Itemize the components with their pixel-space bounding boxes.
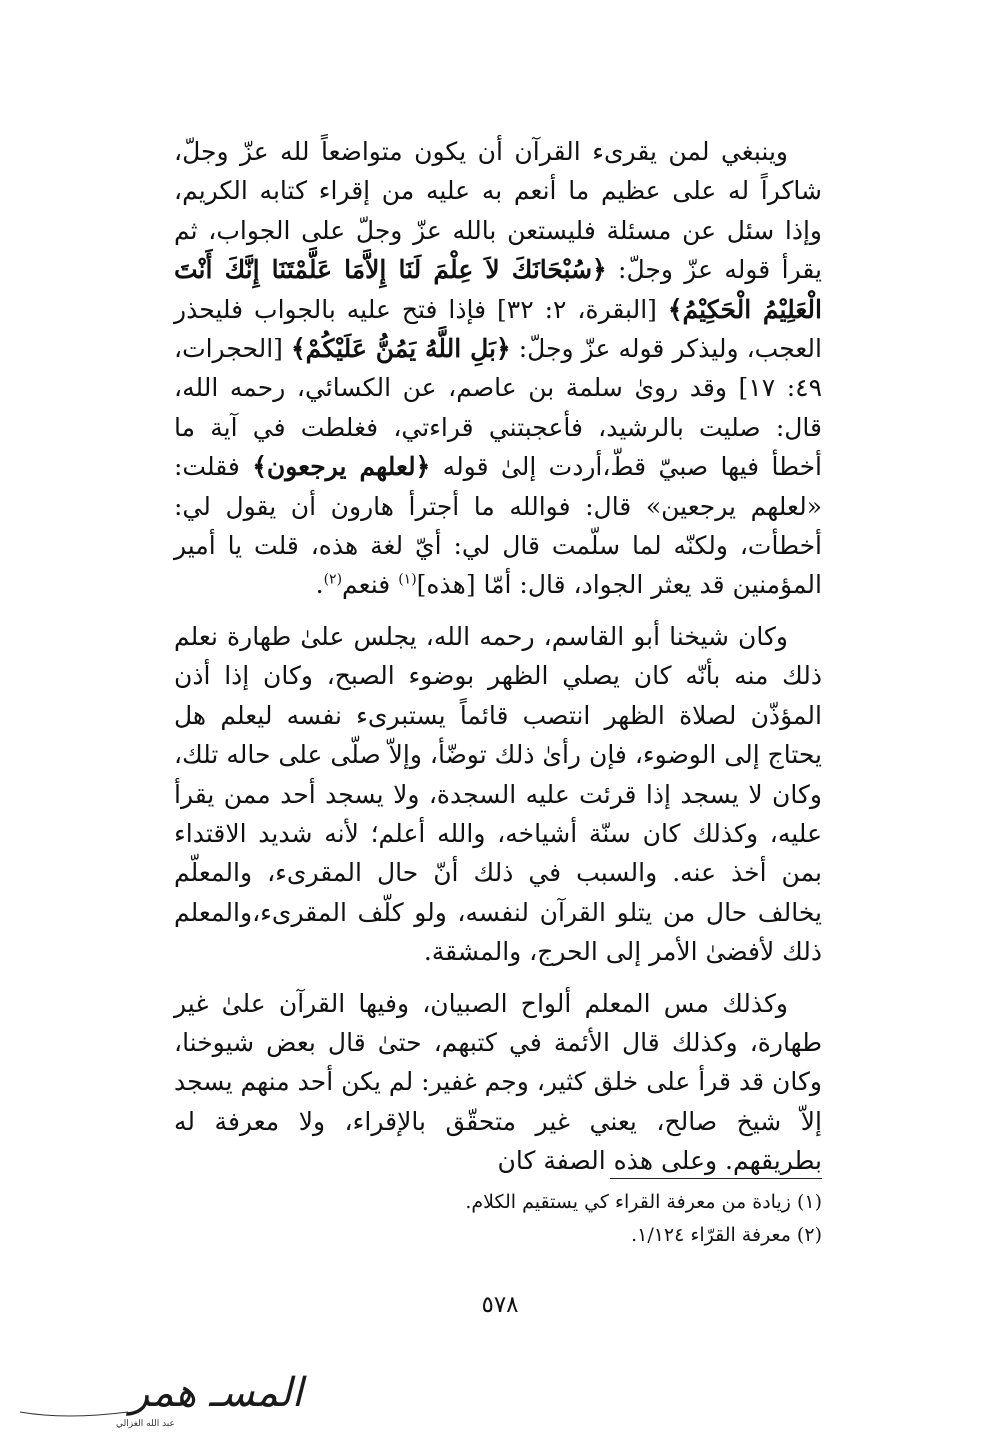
paragraph (174, 984, 822, 1181)
stamp-caption: عبد الله الغزالي (116, 1419, 175, 1429)
quran-verse: ﴿بَلِ اللَّهُ يَمُنُّ عَلَيْكُمْ﴾ (291, 334, 511, 364)
page-number: ٥٧٨ (481, 1292, 519, 1318)
text-segment: وكذلك مس المعلم ألواح الصبيان، وفيها القرآن علىٰ غير طهارة، وكذلك قال الأئمة في كتبهم، حتىٰ قال بعض شيوخنا، وكان قد قرأ على خلق كثير، وجم غفير: لم يكن أحد منهم يسجد إلاّ شيخ صالح، يعني غير متحقّق بالإقراء، ولا معرفة له بطريقهم. وعلى هذه الصفة كان (174, 988, 822, 1176)
footnote-ref: (٢) (323, 572, 343, 589)
text-segment: [الحجرات، ٤٩: ١٧] وقد روىٰ سلمة بن عاصم، عن الكسائي، رحمه الله، قال: صليت بالرشيد، فأعجبتني قراءتي، فغلطت في آية ما أخطأ فيها صبيّ قطّ،أردت إلىٰ قوله (174, 334, 822, 482)
text-segment: وكان شيخنا أبو القاسم، رحمه الله، يجلس علىٰ طهارة نعلم ذلك منه بأنّه كان يصلي الظهر بوضوء الصبح، وكان إذا أذن المؤذّن لصلاة الظهر انتصب قائماً يستبرىء نفسه ليعلم هل يحتاج إلى الوضوء، فإن رأىٰ ذلك توضّأ، وإلاّ صلّى على حاله تلك، وكان لا يسجد إذا قرئت عليه السجدة، ولا يسجد أحد ممن يقرأ عليه، وكذلك كان سنّة أشياخه، والله أعلم؛ لأنه شديد الاقتداء بمن أخذ عنه. والسبب في ذلك أنّ حال المقرىء، والمعلّم يخالف حال من يتلو القرآن لنفسه، ولو كلّف المقرىء،والمعلم ذلك لأفضىٰ الأمر إلى الحرج، والمشقة. (174, 621, 822, 967)
footnote: (١) زيادة من معرفة القراء كي يستقيم الكلام. (465, 1191, 822, 1213)
paragraph (174, 617, 822, 972)
quran-verse: ﴿سُبْحَانَكَ لاَ عِلْمَ لَنَا إِلاَّمَا عَلَّمْتَنَا إِنَّكَ أَنْتَ الْعَلِيْمُ الْحَكِيْمُ﴾ (174, 255, 822, 324)
footnote-divider (610, 1178, 822, 1179)
quran-verse: ﴿لعلهم يرجعون﴾ (252, 452, 431, 482)
text-segment: [البقرة، ٢: ٣٢] فإذا فتح عليه بالجواب فليحذر العجب، وليذكر قوله عزّ وجلّ: (174, 294, 822, 364)
text-segment: وينبغي لمن يقرىء القرآن أن يكون متواضعاً لله عزّ وجلّ، شاكراً له على عظيم ما أنعم به عليه من إقراء كتابه الكريم، وإذا سئل عن مسئلة فليستعن بالله عزّ وجلّ على الجواب، ثم يقرأ قوله عزّ وجلّ: (174, 137, 822, 285)
text-segment: فنعم (342, 570, 399, 600)
footnote-ref: (١) (398, 572, 417, 589)
main-text (174, 132, 822, 1193)
paragraph (174, 132, 822, 605)
footnote: (٢) معرفة القرّاء ١/١٢٤. (631, 1224, 822, 1246)
stamp-text: المسـ همر (130, 1370, 303, 1416)
text-segment: فقلت: «لعلهم يرجعين» قال: فوالله ما أجترأ هارون أن يقول لي: أخطأت، ولكنّه لما سلّمت قال لي: أيّ لغة هذه، قلت يا أمير المؤمنين قد يعثر الجواد، قال: أمّا [هذه] (174, 452, 822, 600)
stamp-underline (20, 1412, 128, 1416)
text-segment: . (315, 570, 324, 600)
footnotes (174, 1186, 822, 1252)
library-stamp-logo (6, 1362, 303, 1432)
